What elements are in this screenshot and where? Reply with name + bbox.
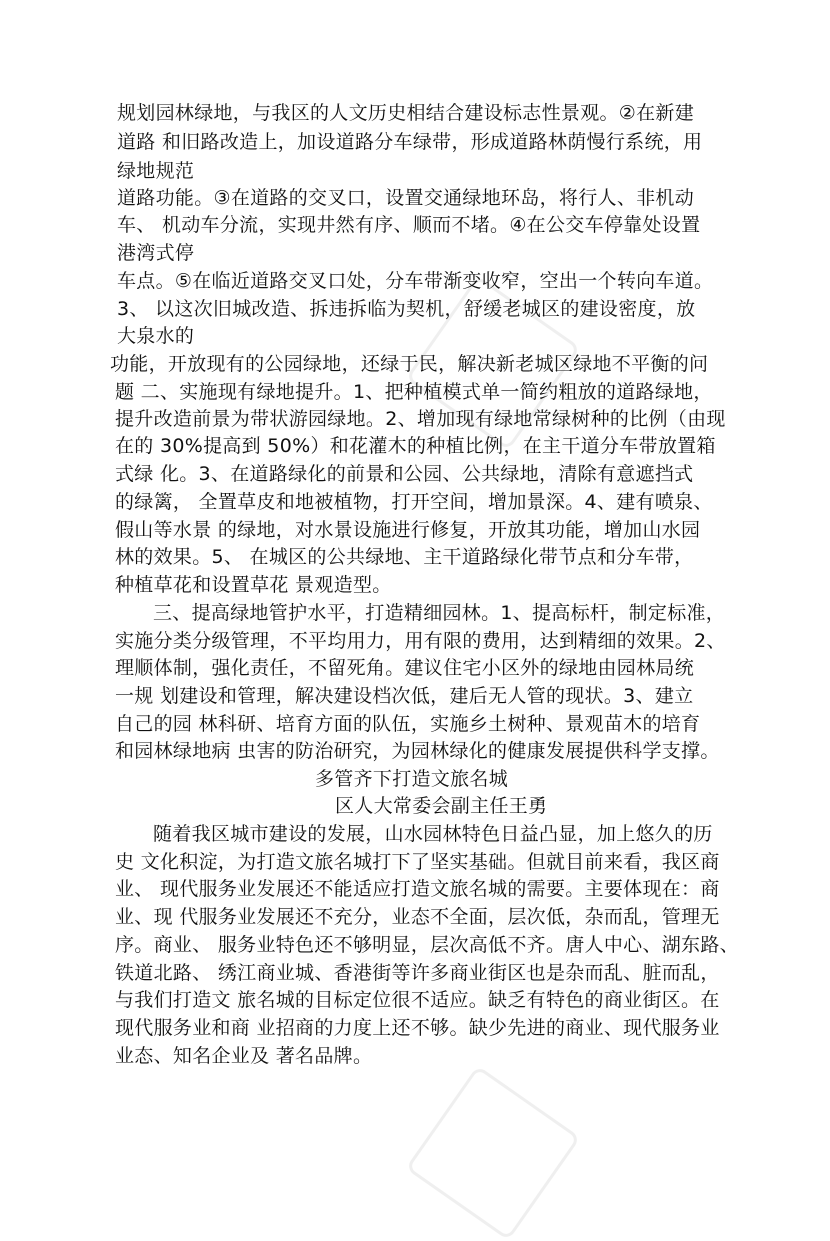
text-line: 在的 30%提高到 50%）和花灌木的种植比例，在主干道分车带放置箱 xyxy=(115,435,716,457)
text-line: 道路功能。③在道路的交叉口，设置交通绿地环岛，将行人、非机动 xyxy=(117,187,695,209)
text-line: 假山等水景 的绿地，对水景设施进行修复，开放其功能，增加山水园 xyxy=(115,519,701,541)
text-line: 题 二、实施现有绿地提升。1、把种植模式单一简约粗放的道路绿地， xyxy=(115,381,713,403)
text-line: 和园林绿地病 虫害的防治研究，为园林绿化的健康发展提供科学支撑。 xyxy=(115,740,720,762)
text-line: 随着我区城市建设的发展，山水园林特色日益凸显，加上悠久的历 xyxy=(153,823,713,845)
text-line: 一规 划建设和管理，解决建设档次低，建后无人管的现状。3、建立 xyxy=(115,685,694,707)
text-line: 车、 机动车分流，实现井然有序、顺而不堵。④在公交车停靠处设置 xyxy=(117,214,701,236)
text-line: 序。商业、 服务业特色还不够明显，层次高低不齐。唐人中心、湖东路、 xyxy=(115,934,739,956)
text-line: 业、 现代服务业发展还不能适应打造文旅名城的需要。主要体现在：商 xyxy=(115,878,720,900)
text-line: 业、现 代服务业发展还不充分，业态不全面，层次低，杂而乱，管理无 xyxy=(115,906,720,928)
section-heading: 多管齐下打造文旅名城 xyxy=(315,768,509,790)
text-line: 车点。⑤在临近道路交叉口处，分车带渐变收窄，空出一个转向车道。 xyxy=(117,270,714,292)
text-line: 史 文化积淀，为打造文旅名城打下了坚实基础。但就目前来看，我区商 xyxy=(115,851,720,873)
text-line: 种植草花和设置草花 景观造型。 xyxy=(115,574,392,596)
text-line: 港湾式停 xyxy=(117,242,195,264)
text-line: 自己的园 林科研、培育方面的队伍，实施乡土树种、景观苗木的培育 xyxy=(115,713,701,735)
text-line: 3、 以这次旧城改造、拆违拆临为契机，舒缓老城区的建设密度，放 xyxy=(117,298,696,320)
text-line: 实施分类分级管理，不平均用力，用有限的费用，达到精细的效果。2、 xyxy=(115,630,726,652)
text-line: 现代服务业和商 业招商的力度上还不够。缺少先进的商业、现代服务业 xyxy=(115,1017,720,1039)
watermark-shape xyxy=(405,1065,580,1240)
text-line: 功能，开放现有的公园绿地，还绿于民，解决新老城区绿地不平衡的问 xyxy=(110,353,709,375)
text-line: 的绿篱， 全置草皮和地被植物，打开空间，增加景深。4、建有喷泉、 xyxy=(115,491,713,513)
text-line: 道路 和旧路改造上，加设道路分车绿带，形成道路林荫慢行系统，用 xyxy=(117,131,703,153)
text-line: 铁道北路、 绣江商业城、香港街等许多商业街区也是杂而乱、脏而乱， xyxy=(115,962,720,984)
text-line: 式绿 化。3、在道路绿化的前景和公园、公共绿地，清除有意遮挡式 xyxy=(115,463,694,485)
text-line: 大泉水的 xyxy=(117,325,195,347)
text-line: 林的效果。5、 在城区的公共绿地、主干道路绿化带节点和分车带， xyxy=(115,546,694,568)
text-line: 业态、知名企业及 著名品牌。 xyxy=(115,1045,373,1067)
text-line: 规划园林绿地，与我区的人文历史相结合建设标志性景观。②在新建 xyxy=(117,102,695,124)
text-line: 三、提高绿地管护水平，打造精细园林。1、提高标杆，制定标准， xyxy=(153,602,726,624)
text-line: 与我们打造文 旅名城的目标定位很不适应。缺乏有特色的商业街区。在 xyxy=(115,989,720,1011)
text-line: 绿地规范 xyxy=(117,160,195,182)
section-subheading: 区人大常委会副主任王勇 xyxy=(335,795,548,817)
text-line: 提升改造前景为带状游园绿地。2、增加现有绿地常绿树种的比例（由现 xyxy=(115,408,726,430)
text-line: 理顺体制，强化责任，不留死角。建议住宅小区外的绿地由园林局统 xyxy=(115,657,695,679)
